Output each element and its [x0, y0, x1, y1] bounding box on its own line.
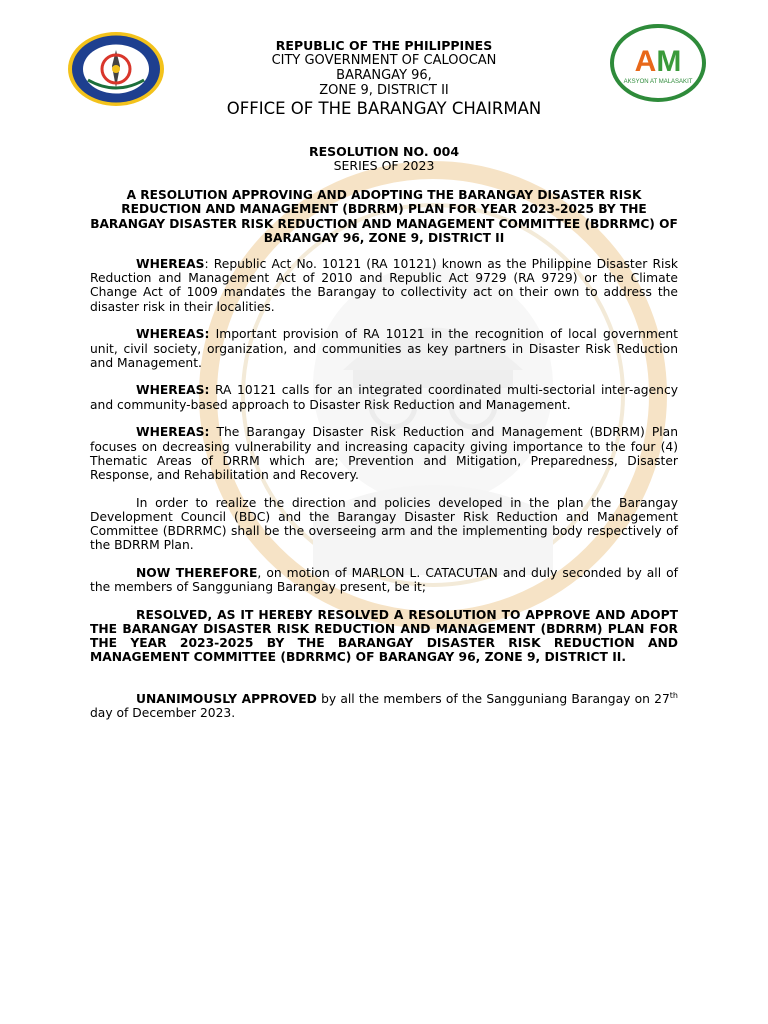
resolution-series: SERIES OF 2023 — [333, 158, 435, 173]
order-paragraph: In order to realize the direction and policies developed in the plan the Barangay Development Council (BDC) and the Barangay Disaster Risk Reduction and Management Committee (BDRRMC) shall be the overseeing arm and the implementing body respectively of the BDRRM Plan. — [90, 495, 678, 553]
svg-text:AKSYON AT MALASAKIT: AKSYON AT MALASAKIT — [623, 79, 693, 85]
republic-heading: REPUBLIC OF THE PHILIPPINES — [275, 38, 493, 53]
resolution-number-block — [150, 145, 618, 173]
resolved-paragraph: RESOLVED, AS IT HEREBY RESOLVED A RESOLUTION TO APPROVE AND ADOPT THE BARANGAY DISASTER RISK REDUCTION AND MANAGEMENT (BDRRM) PLAN FOR THE YEAR 2023-2025 BY THE BARANGAY DISASTER RISK REDUCTION AND MANAGEMENT COMMITTEE (BDRRMC) OF BARANGAY 96, ZONE 9, DISTRICT II. — [90, 607, 678, 665]
whereas-paragraph-1: WHEREAS: Republic Act No. 10121 (RA 10121) known as the Philippine Disaster Risk Reduction and Management Act of 2010 and Republic Act 9729 (RA 9729) or the Climate Change Act of 1009 mandates the Barangay to collectivity act on their own to address the disaster risk in their localities. — [90, 257, 678, 314]
now-therefore-paragraph: NOW THEREFORE, on motion of MARLON L. CATACUTAN and duly seconded by all of the members of Sangguniang Barangay present, be it; — [90, 565, 678, 595]
city-heading: CITY GOVERNMENT OF CALOOCAN — [271, 53, 497, 68]
svg-text:AM: AM — [634, 45, 682, 78]
whereas-paragraph-3: WHEREAS: RA 10121 calls for an integrated coordinated multi-sectorial inter-agency and community-based approach to Disaster Risk Reduction and Management. — [90, 383, 678, 412]
whereas-paragraph-4: WHEREAS: The Barangay Disaster Risk Reduction and Management (BDRRM) Plan focuses on decreasing vulnerability and increasing capacity giving importance to the four (4) Thematic Areas of DRRM which are; Prevention and Mitigation, Preparedness, Disaster Response, and Rehabilitation and Recovery. — [90, 425, 678, 482]
barangay-heading: BARANGAY 96, — [336, 68, 432, 83]
letterhead — [150, 38, 618, 119]
whereas-paragraph-2: WHEREAS: Important provision of RA 10121 in the recognition of local government unit, civil society, organization, and communities as key partners in Disaster Risk Reduction and Management. — [90, 327, 678, 370]
resolution-title: A RESOLUTION APPROVING AND ADOPTING THE BARANGAY DISASTER RISK REDUCTION AND MANAGEMENT (BDRRM) PLAN FOR YEAR 2023-2025 BY THE BARANGAY DISASTER RISK REDUCTION AND MANAGEMENT COMMITTEE (BDRRMC) OF BARANGAY 96, ZONE 9, DISTRICT II — [90, 188, 678, 246]
resolution-number: RESOLUTION NO. 004 — [308, 144, 460, 159]
zone-heading: ZONE 9, DISTRICT II — [319, 83, 449, 98]
approval-paragraph: UNANIMOUSLY APPROVED by all the members of the Sangguniang Barangay on 27th day of December 2023. — [90, 691, 678, 721]
aksyon-malasakit-logo — [610, 24, 706, 102]
office-heading: OFFICE OF THE BARANGAY CHAIRMAN — [226, 99, 542, 118]
resolution-body — [90, 257, 678, 734]
